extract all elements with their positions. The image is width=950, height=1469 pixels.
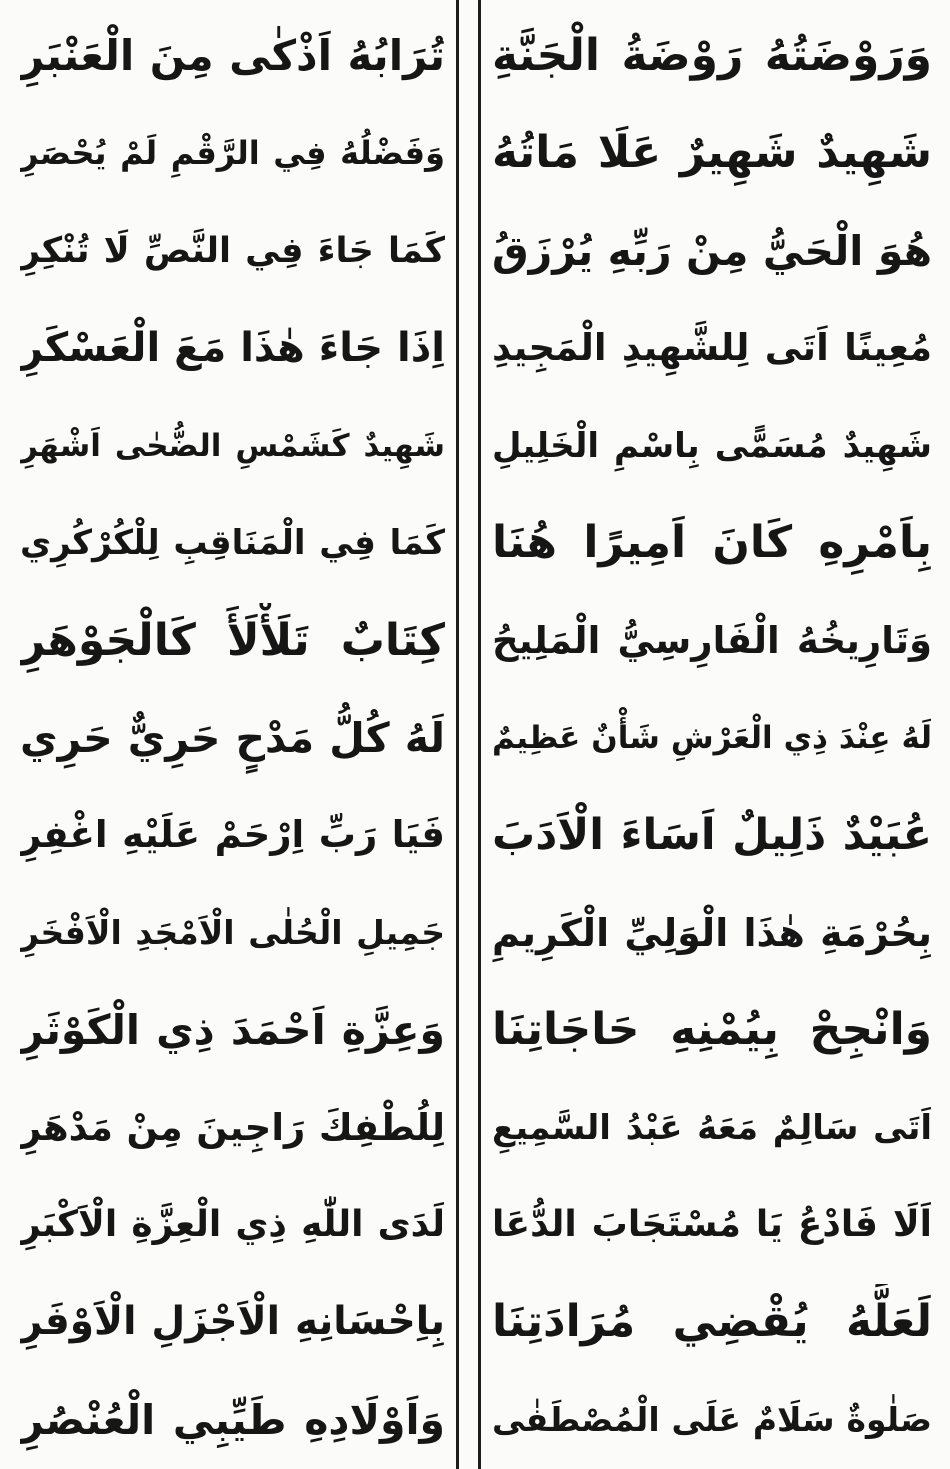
verse-line: هُوَ الْحَيُّ مِنْ رَبِّهِ يُرْزَقُ [492, 226, 932, 275]
verse-line: لَعَلَّهُ يُقْضِي مُرَادَتِنَا [492, 1296, 932, 1348]
verse-line: وَتَارِيخُهُ الْفَارِسِيُّ الْمَلِيحُ [492, 618, 932, 662]
verse-line: بِاِحْسَانِهِ الْاَجْزَلِ الْاَوْفَرِ [20, 1299, 445, 1345]
verse-line: كَمَا فِي الْمَنَاقِبِ لِلْكُرْكُرِي [20, 523, 445, 564]
left-verse-column [20, 18, 445, 1458]
verse-line: كَمَا جَاءَ فِي النَّصِّ لَا تُنْكِرِ [20, 230, 445, 271]
verse-line: لِلُطْفِكَ رَاجِينَ مِنْ مَدْهَرِ [20, 1105, 445, 1149]
verse-line: وَرَوْضَتُهُ رَوْضَةُ الْجَنَّةِ [492, 30, 932, 81]
verse-line: عُبَيْدٌ ذَلِيلٌ اَسَاءَ الْاَدَبَ [492, 810, 932, 861]
column-divider-left [456, 0, 459, 1469]
verse-line: وَفَضْلُهُ فِي الرَّقْمِ لَمْ يُحْصَرِ [20, 134, 445, 173]
verse-line: بِاَمْرِهِ كَانَ اَمِيرًا هُنَا [492, 517, 932, 569]
verse-line: اَلَا فَادْعُ يَا مُسْتَجَابَ الدُّعَا [492, 1204, 932, 1246]
verse-line: وَعِزَّةِ اَحْمَدَ ذِي الْكَوْثَرِ [20, 1006, 445, 1055]
verse-line: صَلٰوةٌ سَلَامٌ عَلَى الْمُصْطَفٰى [492, 1399, 932, 1439]
verse-line: لَهُ عِنْدَ ذِي الْعَرْشِ شَأْنٌ عَظِيمٌ [492, 719, 932, 756]
right-verse-column [492, 18, 932, 1458]
verse-line: بِحُرْمَةِ هٰذَا الْوَلِيِّ الْكَرِيمِ [492, 910, 932, 955]
verse-line: لَدَى اللّٰهِ ذِي الْعِزَّةِ الْاَكْبَرِ [20, 1204, 445, 1246]
verse-line: تُرَابُهُ اَذْكٰى مِنَ الْعَنْبَرِ [20, 31, 445, 80]
column-divider-right [478, 0, 481, 1469]
verse-line: جَمِيلِ الْحُلٰى الْاَمْجَدِ الْاَفْخَرِ [20, 912, 445, 952]
verse-line: شَهِيدٌ شَهِيرٌ عَلَا مَاتُهُ [492, 127, 932, 179]
verse-line: كِتَابٌ تَلَأْلَأَ كَالْجَوْهَرِ [20, 614, 445, 666]
verse-line: لَهُ كُلُّ مَدْحٍ حَرِيٌّ حَرِي [20, 713, 445, 762]
verse-line: اَتَى سَالِمٌ مَعَهُ عَبْدُ السَّمِيعِ [492, 1107, 932, 1148]
verse-line: وَانْجِحْ بِيُمْنِهِ حَاجَاتِنَا [492, 1004, 932, 1056]
verse-line: وَاَوْلَادِهِ طَيِّبِي الْعُنْصُرِ [20, 1395, 445, 1444]
verse-line: مُعِينًا اَتَى لِلشَّهِيدِ الْمَجِيدِ [492, 326, 932, 370]
verse-line: اِذَا جَاءَ هٰذَا مَعَ الْعَسْكَرِ [20, 325, 445, 372]
verse-line: شَهِيدٌ مُسَمًّى بِاسْمِ الْخَلِيلِ [492, 425, 932, 466]
verse-line: فَيَا رَبِّ اِرْحَمْ عَلَيْهِ اغْفِرِ [20, 813, 445, 857]
verse-line: شَهِيدٌ كَشَمْسِ الضُّحٰى اَشْهَرِ [20, 427, 445, 464]
